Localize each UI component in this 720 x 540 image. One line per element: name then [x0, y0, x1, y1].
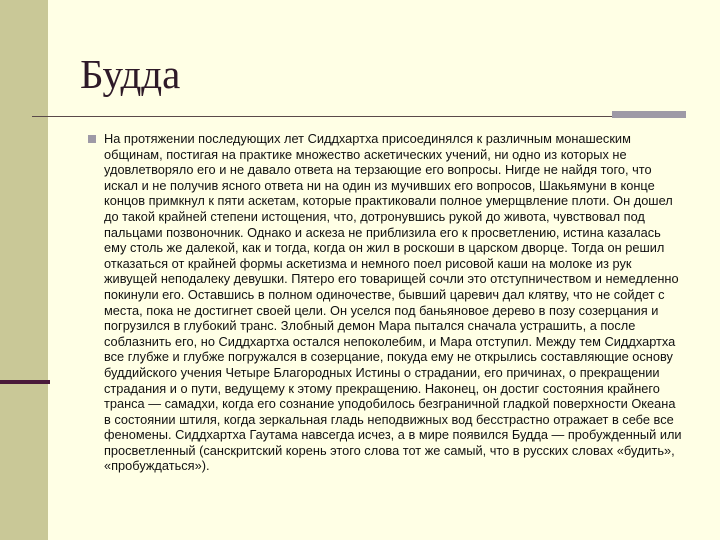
title-divider-accent: [612, 111, 686, 118]
left-decorative-band: [0, 0, 48, 540]
title-divider-line: [32, 116, 672, 117]
slide-body: [88, 131, 682, 474]
square-bullet-icon: [88, 135, 96, 143]
slide-title: Будда: [80, 51, 181, 97]
left-band-marker-line: [0, 380, 50, 384]
body-paragraph: На протяжении последующих лет Сиддхартха присоединялся к различным монашеским общинам, постигая на практике множество аскетических учений, ни одно из которых не удовлетворяло его и не давало ответа на терзающие его вопросы. Нигде не найдя того, что искал и не получив ясного ответа ни на один из мучивших его вопросов, Шакьямуни в конце концов примкнул к пяти аскетам, которые практиковали полное умерщвление плоти. Он дошел до такой крайней степени истощения, что, дотронувшись рукой до живота, чувствовал под пальцами позвоночник. Однако и аскеза не приблизила его к просветлению, истина казалась ему столь же далекой, как и тогда, когда он жил в роскоши в царском дворце. Тогда он решил отказаться от крайней формы аскетизма и немного поел рисовой каши на молоке из рук живущей неподалеку девушки. Пятеро его товарищей сочли это отступничеством и немедленно покинули его. Оставшись в полном одиночестве, бывший царевич дал клятву, что не сойдет с места, пока не достигнет своей цели. Он уселся под баньяновое дерево в позу созерцания и погрузился в глубокий транс. Злобный демон Мара пытался сначала устрашить, а после соблазнить его, но Сиддхартха остался непоколебим, и Мара отступил. Между тем Сиддхартха все глубже и глубже погружался в созерцание, покуда ему не открылись составляющие основу буддийского учения Четыре Благородных Истины о страдании, его причинах, о прекращении страдания и о пути, ведущему к этому прекращению. Наконец, он достиг состояния крайнего транса — самадхи, когда его сознание уподобилось безграничной гладкой поверхности Океана в состоянии штиля, когда зеркальная гладь неподвижных вод бесстрастно отражает в себе все феномены. Сиддхартха Гаутама навсегда исчез, а в мире появился Будда — пробужденный или просветленный (санскритский корень этого слова тот же самый, что в русских словах «будить», «пробуждаться»).: [104, 131, 682, 474]
